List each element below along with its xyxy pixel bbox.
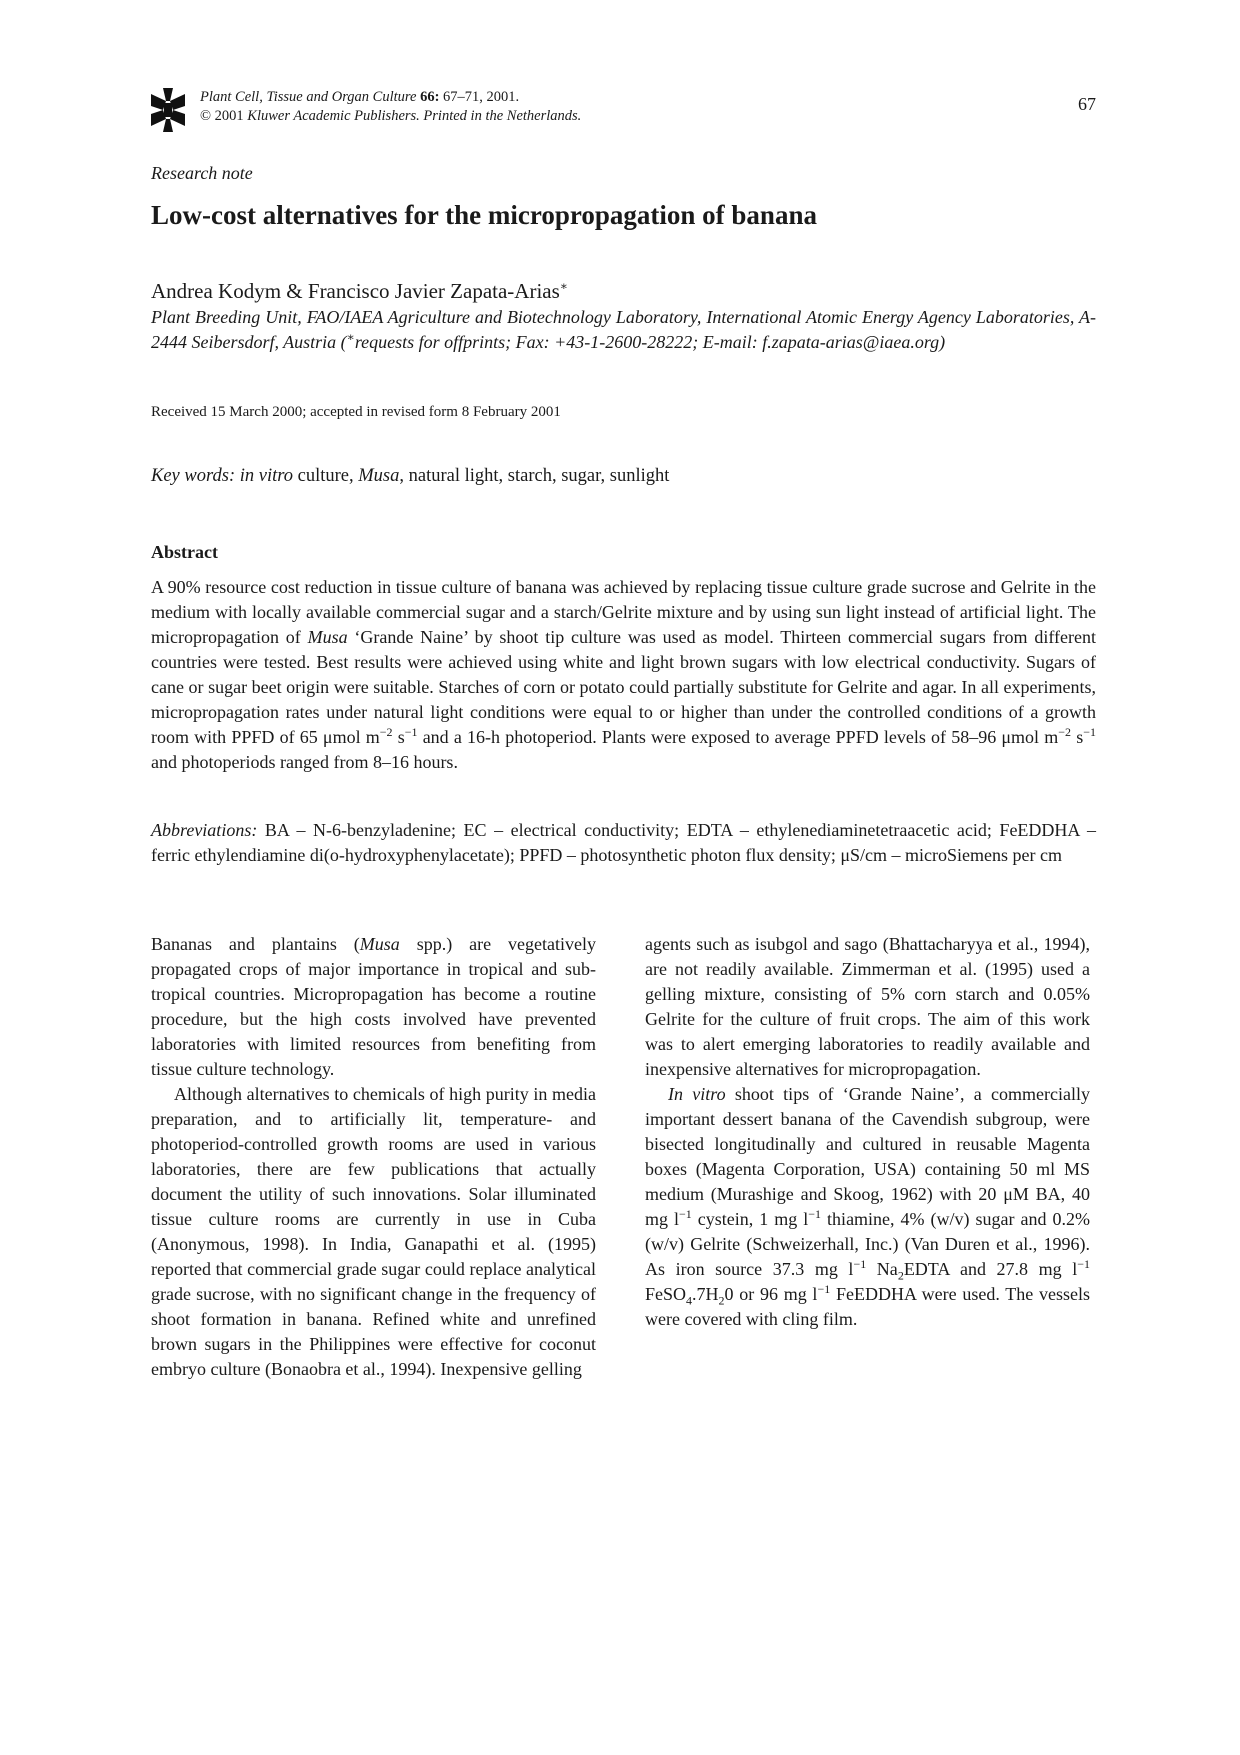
affiliation (151, 305, 1096, 355)
abstract-text-2: ‘Grande Naine’ by shoot tip culture was used as model. Thirteen commercial sugars from different countries were tested. Best results were achieved using white and light brown sugars with low electrical conductivity. Sugars of cane or sugar beet origin were suitable. Starches of corn or potato could partially substitute for Gelrite and agar. In all experiments, micropropagation rates under natural light conditions were equal to or higher than under the controlled conditions of a growth room with PPFD of 65 (151, 627, 1096, 747)
body-musa: Musa (359, 934, 400, 954)
running-header (151, 88, 1096, 136)
body-exp: −1 (808, 1207, 822, 1221)
abstract-exp: −1 (1083, 725, 1096, 739)
body-text: spp.) are vegetatively propagated crops of major importance in tropical and sub-tropical countries. Micropropagation has become a routine procedure, but the high costs involved have prevented laboratories with limited resources from benefiting from tissue culture technology. (151, 934, 597, 1079)
pages-year: 67–71, 2001. (443, 89, 520, 105)
keyword-in-vitro: in vitro (239, 466, 294, 486)
body-exp: −1 (1077, 1257, 1091, 1271)
abbreviations-label: Abbreviations: (151, 820, 258, 840)
abstract-unit: s (1071, 727, 1084, 747)
abstract-unit: s (392, 727, 405, 747)
affiliation-text: Plant Breeding Unit, FAO/IAEA Agriculture and Biotechnology Laboratory, International Atomic Energy Agency Laboratories, A-2444 Seibersdorf, Austria ( (151, 307, 1096, 352)
body-text: shoot tips of ‘Grande Naine’, a commercially important dessert banana of the Cavendish subgroup, were bisected longitudinally and cultured in reusable Magenta boxes (Magenta Corporation, USA) containing 50 ml MS medium (Murashige and Skoog, 1962) with 20 (645, 1084, 1090, 1204)
body-text: μM BA, 40 mg l (645, 1184, 1090, 1229)
body-column-left (151, 932, 596, 1382)
citation-line (200, 88, 581, 126)
affiliation-mark: ∗ (346, 330, 355, 344)
abstract-body (151, 575, 1096, 775)
abstract-unit: μmol m (322, 727, 380, 747)
body-paragraph: Although alternatives to chemicals of high purity in media preparation, and to artificially lit, temperature- and photoperiod-controlled growth rooms are used in various laboratories, there are few publications that actually document the utility of such innovations. Solar illuminated tissue culture rooms are currently in use in Cuba (Anonymous, 1998). In India, Ganapathi et al. (1995) reported that commercial grade sugar could replace analytical grade sucrose, with no significant change in the frequency of shoot formation in banana. Refined white and unrefined brown sugars in the Philippines were effective for coconut embryo culture (Bonaobra et al., 1994). Inexpensive gelling (151, 1084, 596, 1379)
body-sub: 2 (718, 1293, 725, 1308)
body-paragraph: agents such as isubgol and sago (Bhattacharyya et al., 1994), are not readily available. Zimmerman et al. (1995) used a gelling mixture, consisting of 5% corn starch and 0.05% Gelrite for the culture of fruit crops. The aim of this work was to alert emerging laboratories to readily available and inexpensive alternatives for micropropagation. (645, 934, 1090, 1079)
abstract-text-1: A 90% resource cost reduction in tissue culture of banana was achieved by replacing tissue culture grade sucrose and Gelrite in the medium with locally available commercial sugar and a starch/Gelrite mixture and by using sun light instead of artificial light. The micropropagation of (151, 577, 1096, 647)
copyright-symbol: © (200, 108, 212, 124)
page-number: 67 (1078, 94, 1096, 114)
publisher: Kluwer Academic Publishers. (247, 108, 420, 124)
body-text: cystein, 1 mg l (691, 1209, 809, 1229)
abstract-unit: μmol m (1001, 727, 1059, 747)
abstract-text-3: and a 16-h photoperiod. Plants were exposed to average PPFD levels of 58–96 (417, 727, 1002, 747)
volume: 66: (420, 89, 440, 105)
author-names: Andrea Kodym & Francisco Javier Zapata-Arias (151, 279, 560, 303)
body-in-vitro: In vitro (668, 1084, 726, 1104)
body-exp: −1 (817, 1282, 831, 1296)
body-text: 0 or 96 mg l (724, 1284, 818, 1304)
keywords-text: culture, (293, 466, 359, 486)
body-text: FeSO (645, 1284, 687, 1304)
body-text: Bananas and plantains ( (151, 934, 360, 954)
journal-name: Plant Cell, Tissue and Organ Culture (200, 89, 417, 105)
body-text: .7H (692, 1284, 719, 1304)
keyword-musa: Musa (358, 466, 400, 486)
abstract-exp: −2 (379, 725, 393, 739)
copyright-year: 2001 (214, 108, 244, 124)
body-column-right (645, 932, 1090, 1332)
keywords (151, 466, 1096, 487)
printed-note: Printed in the Netherlands. (423, 108, 582, 124)
body-paragraph (151, 932, 596, 1082)
abstract-musa: Musa (307, 627, 348, 647)
body-sub: 2 (897, 1268, 904, 1283)
keywords-label: Key words: (151, 466, 236, 486)
body-exp: −1 (679, 1207, 692, 1221)
keywords-text-rest: , natural light, starch, sugar, sunlight (399, 466, 670, 486)
body-text: Na (866, 1259, 898, 1279)
body-paragraph (645, 1082, 1090, 1332)
body-exp: −1 (853, 1257, 867, 1271)
abstract-exp: −1 (404, 725, 418, 739)
abbreviations (151, 818, 1096, 868)
affiliation-contact: requests for offprints; Fax: +43-1-2600-28222; E-mail: f.zapata-arias@iaea.org) (354, 332, 946, 352)
article-title: Low-cost alternatives for the micropropagation of banana (151, 200, 817, 230)
body-sub: 4 (686, 1293, 693, 1308)
abstract-exp: −2 (1058, 725, 1072, 739)
publisher-logo-icon (151, 88, 185, 132)
received-dates: Received 15 March 2000; accepted in revised form 8 February 2001 (151, 404, 561, 420)
body-text: thiamine, 4% (w/v) sugar and 0.2% (w/v) Gelrite (Schweizerhall, Inc.) (Van Duren et al., 1996). As iron source 37.3 mg l (645, 1209, 1090, 1279)
abbreviations-text: BA – N-6-benzyladenine; EC – electrical conductivity; EDTA – ethylenediaminetetraacetic acid; FeEDDHA – ferric ethylendiamine di(o-hydroxyphenylacetate); PPFD – photosynthetic photon flux density; μS/cm – microSiemens per cm (151, 820, 1096, 865)
section-label: Research note (151, 163, 253, 183)
authors (151, 279, 568, 304)
abstract-heading: Abstract (151, 542, 218, 562)
body-text: EDTA and 27.8 mg l (903, 1259, 1078, 1279)
body-text: FeEDDHA were used. The vessels were covered with cling film. (645, 1284, 1090, 1329)
author-mark: ∗ (559, 279, 568, 293)
abstract-text-4: and photoperiods ranged from 8–16 hours. (151, 752, 458, 772)
